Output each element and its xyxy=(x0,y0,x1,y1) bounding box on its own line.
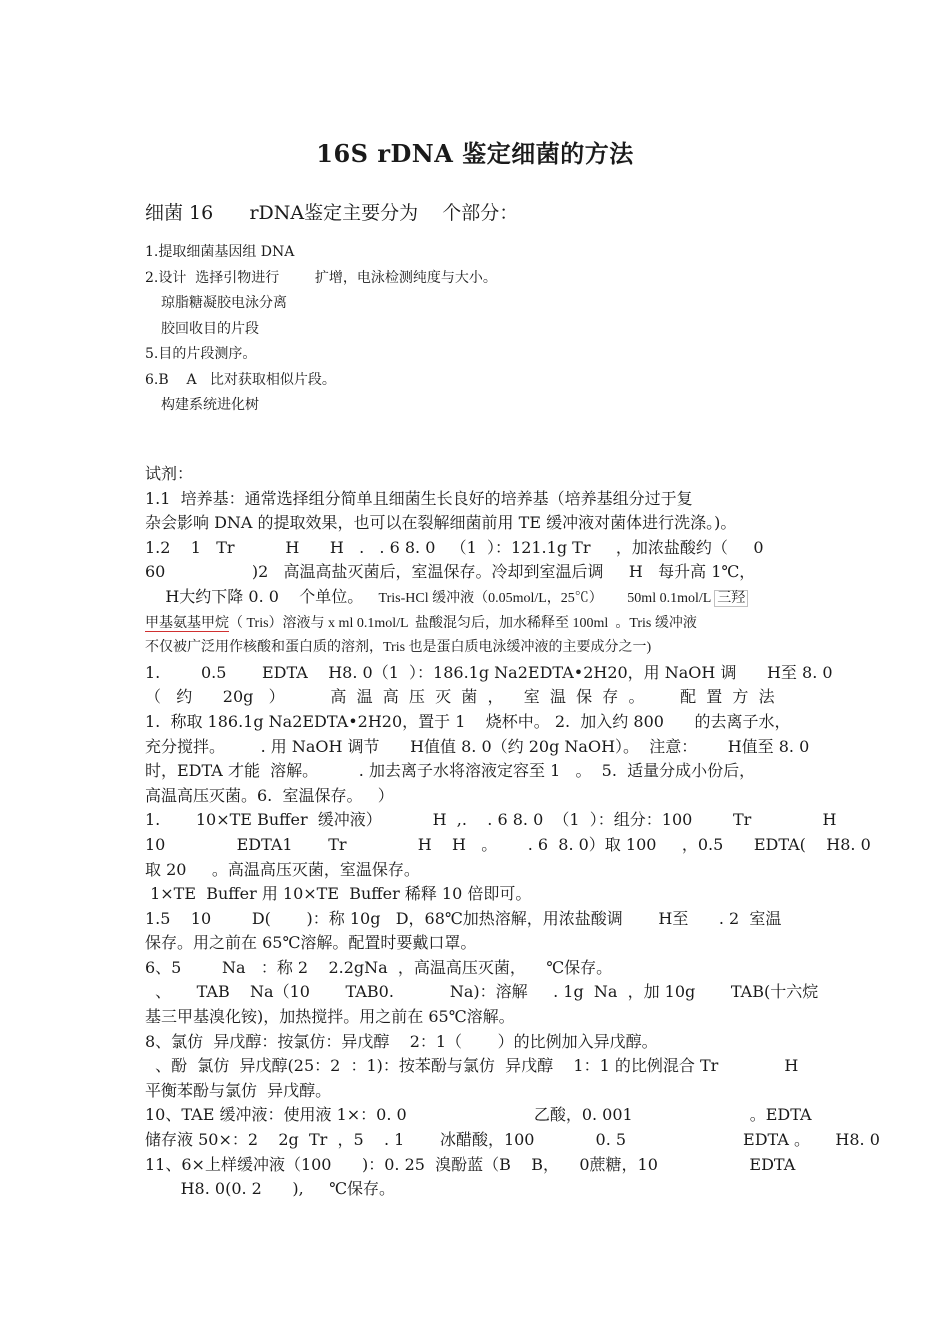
step-item: 琼脂糖凝胶电泳分离 xyxy=(161,295,287,311)
reagent-line: 高温高压灭菌。6. 室温保存。 ） xyxy=(145,785,394,805)
reagent-line xyxy=(145,585,825,612)
reagent-line: 1.1 培养基：通常选择组分简单且细菌生长良好的培养基（培养基组分过于复 xyxy=(145,488,693,508)
reagent-line: 6、5 Na ：称 2 2.2gNa ，高温高压灭菌， ℃保存。 xyxy=(145,957,613,977)
reagent-line: 1. 称取 186.1g Na2EDTA•2H20，置于 1 烧杯中。 2. 加入约 800 的去离子水， xyxy=(145,711,791,731)
reagent-line: 60 )2 高温高盐灭菌后，室温保存。冷却到室温后调 H 每升高 1℃， xyxy=(145,562,756,582)
underlined-term: 甲基氨基甲烷 xyxy=(145,615,229,631)
reagent-line: 储存液 50×：2 2g Tr ，5 . 1 冰醋酸，100 0. 5 EDTA 。 H8. 0 xyxy=(145,1130,880,1150)
reagent-line: 、 TAB Na（10 TAB0. Na)：溶解 . 1g Na ，加 10g TAB(十六烷 xyxy=(145,982,819,1002)
reagent-line: 杂会影响 DNA 的提取效果，也可以在裂解细菌前用 TE 缓冲液对菌体进行洗涤。)。 xyxy=(145,513,737,533)
reagent-line: 保存。用之前在 65℃溶解。配置时要戴口罩。 xyxy=(145,933,477,953)
reagent-line: 时，EDTA 才能 溶解。 . 加去离子水将溶液定容至 1 。 5. 适量分成小份后， xyxy=(145,761,756,781)
reagent-line: 10 EDTA1 Tr H H 。 . 6 8. 0）取 100 ，0.5 EDTA( H8. 0 xyxy=(145,834,871,854)
step-item: 2.设计 选择引物进行 扩增，电泳检测纯度与大小。 xyxy=(145,269,497,286)
reagent-line: 1. 0.5 EDTA H8. 0（1 ）：186.1g Na2EDTA•2H20，用 NaOH 调 H至 8. 0 xyxy=(145,662,833,682)
reagent-line: 8、氯仿 异戊醇：按氯仿：异戊醇 2：1（ ）的比例加入异戊醇。 xyxy=(145,1031,658,1051)
step-list xyxy=(145,240,497,419)
reagent-line: 平衡苯酚与氯仿 异戊醇。 xyxy=(145,1080,332,1100)
highlighted-term: 三羟 xyxy=(714,590,748,607)
step-item: 1.提取细菌基因组 DNA xyxy=(145,244,295,260)
reagent-line: 1.5 10 D( )：称 10g D，68℃加热溶解，用浓盐酸调 H至 . 2 室温 xyxy=(145,908,782,928)
reagent-line: 1×TE Buffer 用 10×TE Buffer 稀释 10 倍即可。 xyxy=(145,884,532,904)
intro-line: 细菌 16 rDNA鉴定主要分为 个部分： xyxy=(145,202,519,224)
reagent-line: 1. 10×TE Buffer 缓冲液） H ,. . 6 8. 0 （1 ）：组分：100 Tr H xyxy=(145,810,837,830)
reagent-line: 基三甲基溴化铵)，加热搅拌。用之前在 65℃溶解。 xyxy=(145,1007,515,1027)
reagent-line: 充分搅拌。 . 用 NaOH 调节 H值值 8. 0（约 20g NaOH）。 注意： H值至 8. 0 xyxy=(145,736,810,756)
step-item: 6.B A 比对获取相似片段。 xyxy=(145,371,336,388)
reagent-line xyxy=(145,612,825,637)
reagent-line: 10、TAE 缓冲液：使用液 1×：0. 0 乙酸，0. 001 。EDTA xyxy=(145,1105,812,1125)
reagent-line: 、酚 氯仿 异戊醇(25：2 ：1)：按苯酚与氯仿 异戊醇 1：1 的比例混合 Tr H xyxy=(145,1056,799,1076)
step-item: 构建系统进化树 xyxy=(161,397,259,413)
step-item: 胶回收目的片段 xyxy=(161,320,259,337)
reagent-text: H大约下降 0. 0 个单位。 xyxy=(145,586,379,606)
step-item: 5.目的片段测序。 xyxy=(145,346,257,362)
reagent-line: H8. 0(0. 2 ), ℃保存。 xyxy=(145,1179,396,1199)
reagents-heading: 试剂： xyxy=(145,464,194,483)
reagent-line: 11、6×上样缓冲液（100 )：0. 25 溴酚蓝（B B， 0蔗糖，10 EDTA xyxy=(145,1154,796,1174)
reagent-line: 1.2 1 Tr H H . . 6 8. 0 （1 ）：121.1g Tr ，加浓盐酸约（ 0 xyxy=(145,537,764,557)
reagent-line: 取 20 。高温高压灭菌，室温保存。 xyxy=(145,859,420,879)
reagent-line: （ 约 20g ） 高 温 高 压 灭 菌 ， 室 温 保 存 。 配 置 方 法 xyxy=(145,687,775,707)
reagents-section xyxy=(145,462,880,1202)
tris-note: Tris-HCl 缓冲液（0.05mol/L，25℃） 50ml 0.1mol/L xyxy=(378,590,715,606)
reagent-text: （ Tris）溶液与 x ml 0.1mol/L 盐酸混匀后，加水稀释至 100ml 。Tris 缓冲液 xyxy=(229,615,697,631)
reagent-line: 不仅被广泛用作核酸和蛋白质的溶剂，Tris 也是蛋白质电泳缓冲液的主要成分之一) xyxy=(145,640,652,656)
document-title: 16S rDNA 鉴定细菌的方法 xyxy=(316,139,634,168)
